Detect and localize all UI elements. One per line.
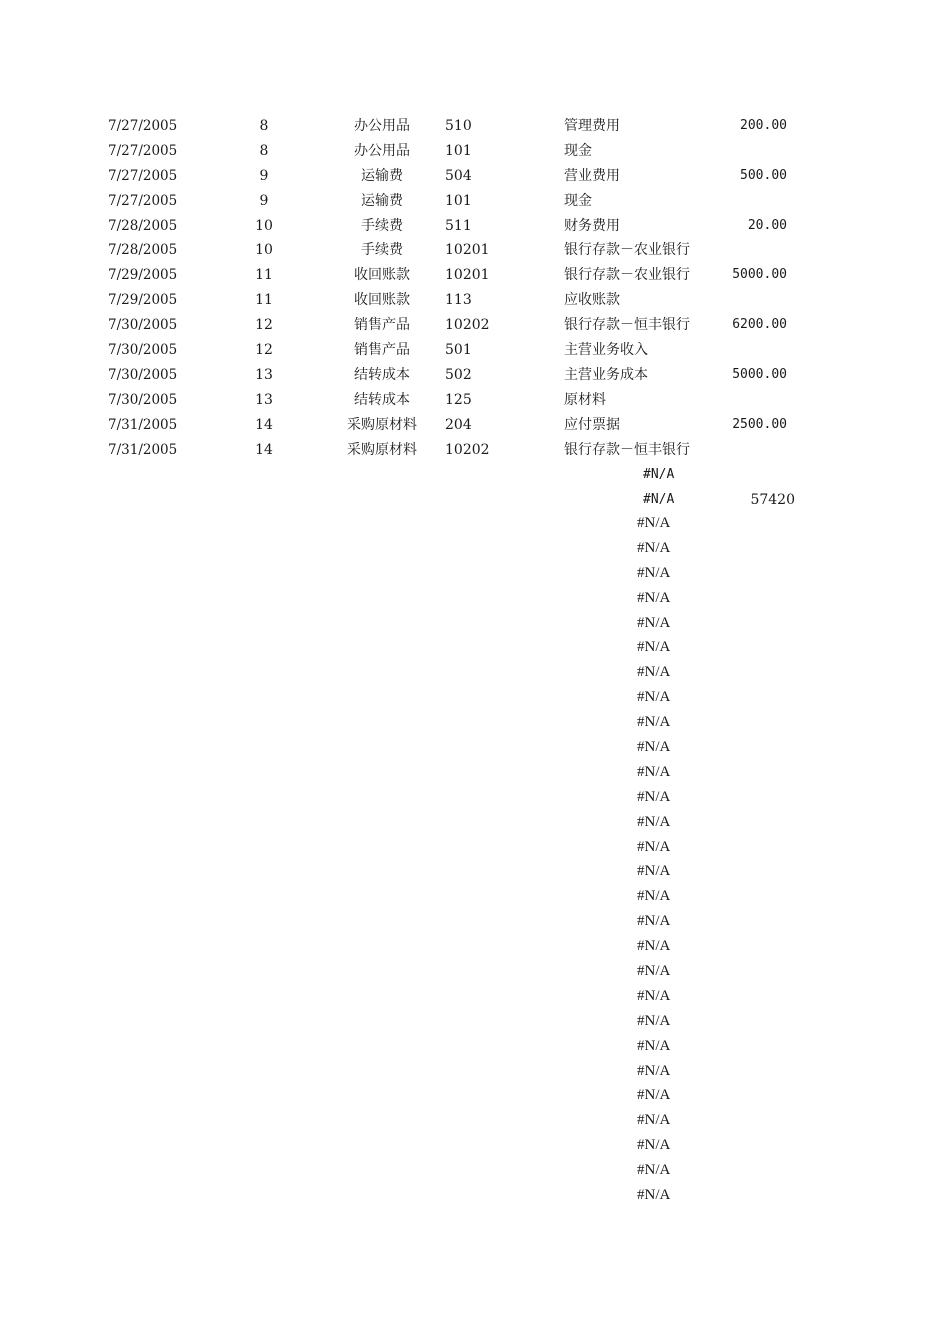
- na-cell: #N/A: [637, 639, 671, 656]
- account-name-cell: 银行存款－恒丰银行: [564, 317, 690, 334]
- date-cell: 7/30/2005: [108, 391, 178, 408]
- description-cell: 采购原材料: [347, 416, 417, 433]
- na-cell: #N/A: [637, 1012, 671, 1029]
- description-cell: 收回账款: [354, 267, 410, 284]
- voucher-number-cell: 8: [259, 142, 269, 159]
- date-cell: 7/31/2005: [108, 441, 178, 458]
- account-name-cell: 营业费用: [564, 167, 620, 184]
- na-cell: #N/A: [637, 813, 671, 830]
- na-cell: #N/A: [637, 1062, 671, 1079]
- table-row: [0, 214, 950, 239]
- description-cell: 运输费: [361, 167, 403, 184]
- description-cell: 办公用品: [354, 118, 410, 134]
- table-row: [0, 139, 950, 164]
- account-code-cell: 504: [445, 167, 472, 184]
- description-cell: 办公用品: [354, 142, 410, 159]
- date-cell: 7/27/2005: [108, 192, 178, 209]
- voucher-number-cell: 9: [259, 192, 269, 209]
- na-cell: #N/A: [637, 1112, 671, 1129]
- voucher-number-cell: 13: [255, 366, 273, 383]
- table-row: [0, 313, 950, 338]
- na-cell: #N/A: [637, 1137, 671, 1154]
- description-cell: 销售产品: [354, 342, 410, 359]
- na-cell: #N/A: [637, 1187, 671, 1204]
- description-cell: 收回账款: [354, 292, 410, 309]
- account-name-cell: 银行存款－农业银行: [564, 242, 690, 259]
- amount-cell: 5000.00: [732, 267, 787, 283]
- table-row: [0, 189, 950, 214]
- amount-cell: 6200.00: [732, 317, 787, 333]
- table-row: [0, 338, 950, 363]
- account-code-cell: 10202: [445, 317, 490, 334]
- account-name-cell: 财务费用: [564, 217, 620, 234]
- account-name-cell: 主营业务成本: [564, 366, 648, 383]
- account-code-cell: 501: [445, 342, 472, 359]
- voucher-number-cell: 10: [255, 242, 273, 259]
- na-cell: #N/A: [637, 564, 671, 581]
- date-cell: 7/28/2005: [108, 217, 178, 234]
- description-cell: 结转成本: [354, 391, 410, 408]
- voucher-number-cell: 12: [255, 317, 273, 334]
- na-column: [637, 511, 670, 1208]
- table-row: [0, 388, 950, 413]
- na-cell: #N/A: [637, 788, 671, 805]
- date-cell: 7/30/2005: [108, 366, 178, 383]
- amount-cell: 500.00: [740, 167, 787, 183]
- description-cell: 采购原材料: [347, 441, 417, 458]
- table-row: [0, 288, 950, 313]
- amount-cell: 20.00: [747, 217, 787, 233]
- na-cell: #N/A: [637, 863, 671, 880]
- account-code-cell: 113: [445, 292, 472, 309]
- account-name-cell: 主营业务收入: [564, 342, 648, 359]
- na-cell: #N/A: [637, 987, 671, 1004]
- amount-cell: 5000.00: [732, 366, 787, 382]
- date-cell: 7/29/2005: [108, 267, 178, 284]
- account-name-cell: 应付票据: [564, 416, 620, 433]
- account-name-cell: 应收账款: [564, 292, 620, 309]
- journal-rows: [0, 114, 950, 462]
- account-name-cell: 原材料: [564, 391, 606, 408]
- na-cell: #N/A: [637, 1037, 671, 1054]
- voucher-number-cell: 12: [255, 342, 273, 359]
- na-cell: #N/A: [637, 963, 671, 980]
- date-cell: 7/30/2005: [108, 317, 178, 334]
- voucher-number-cell: 8: [259, 118, 269, 134]
- description-cell: 手续费: [361, 242, 403, 259]
- amount-cell: 2500.00: [732, 416, 787, 432]
- table-row: [0, 413, 950, 438]
- na-cell: #N/A: [637, 838, 671, 855]
- account-code-cell: 502: [445, 366, 472, 383]
- table-row: [0, 114, 950, 139]
- na-cell-1: #N/A: [643, 467, 675, 482]
- account-code-cell: 125: [445, 391, 472, 408]
- table-row: [0, 438, 950, 463]
- na-cell: #N/A: [637, 888, 671, 905]
- voucher-number-cell: 10: [255, 217, 273, 234]
- table-row: [0, 263, 950, 288]
- account-name-cell: 银行存款－农业银行: [564, 267, 690, 284]
- description-cell: 销售产品: [354, 317, 410, 334]
- account-code-cell: 10201: [445, 242, 490, 259]
- amount-cell: 200.00: [740, 118, 787, 133]
- na-cell: #N/A: [637, 589, 671, 606]
- na-cell: #N/A: [637, 913, 671, 930]
- account-name-cell: 管理费用: [564, 118, 620, 134]
- na-cell: #N/A: [637, 763, 671, 780]
- na-cell: #N/A: [637, 1162, 671, 1179]
- na-cell: #N/A: [637, 664, 671, 681]
- na-cell: #N/A: [637, 539, 671, 556]
- table-row: [0, 238, 950, 263]
- table-row: [0, 164, 950, 189]
- table-row: [0, 363, 950, 388]
- na-cell: #N/A: [637, 938, 671, 955]
- date-cell: 7/29/2005: [108, 292, 178, 309]
- account-code-cell: 101: [445, 192, 472, 209]
- na-cell: #N/A: [637, 714, 671, 731]
- date-cell: 7/27/2005: [108, 142, 178, 159]
- na-cell: #N/A: [637, 739, 671, 756]
- date-cell: 7/28/2005: [108, 242, 178, 259]
- date-cell: 7/27/2005: [108, 167, 178, 184]
- description-cell: 运输费: [361, 192, 403, 209]
- account-name-cell: 银行存款－恒丰银行: [564, 441, 690, 458]
- na-cell: #N/A: [637, 1087, 671, 1104]
- account-name-cell: 现金: [564, 142, 592, 159]
- na-cell-2: #N/A: [643, 492, 675, 507]
- account-code-cell: 204: [445, 416, 472, 433]
- voucher-number-cell: 11: [255, 292, 273, 309]
- na-cell: #N/A: [637, 515, 671, 531]
- account-name-cell: 现金: [564, 192, 592, 209]
- voucher-number-cell: 13: [255, 391, 273, 408]
- voucher-number-cell: 9: [259, 167, 269, 184]
- date-cell: 7/30/2005: [108, 342, 178, 359]
- na-cell: #N/A: [637, 689, 671, 706]
- date-cell: 7/27/2005: [108, 118, 178, 134]
- account-code-cell: 10202: [445, 441, 490, 458]
- voucher-number-cell: 11: [255, 267, 273, 284]
- account-code-cell: 101: [445, 142, 472, 159]
- description-cell: 手续费: [361, 217, 403, 234]
- voucher-number-cell: 14: [255, 416, 273, 433]
- description-cell: 结转成本: [354, 366, 410, 383]
- voucher-number-cell: 14: [255, 441, 273, 458]
- account-code-cell: 510: [445, 118, 472, 134]
- na-cell: #N/A: [637, 614, 671, 631]
- account-code-cell: 511: [445, 217, 472, 234]
- account-code-cell: 10201: [445, 267, 490, 284]
- date-cell: 7/31/2005: [108, 416, 178, 433]
- total-value: 57420: [750, 492, 795, 508]
